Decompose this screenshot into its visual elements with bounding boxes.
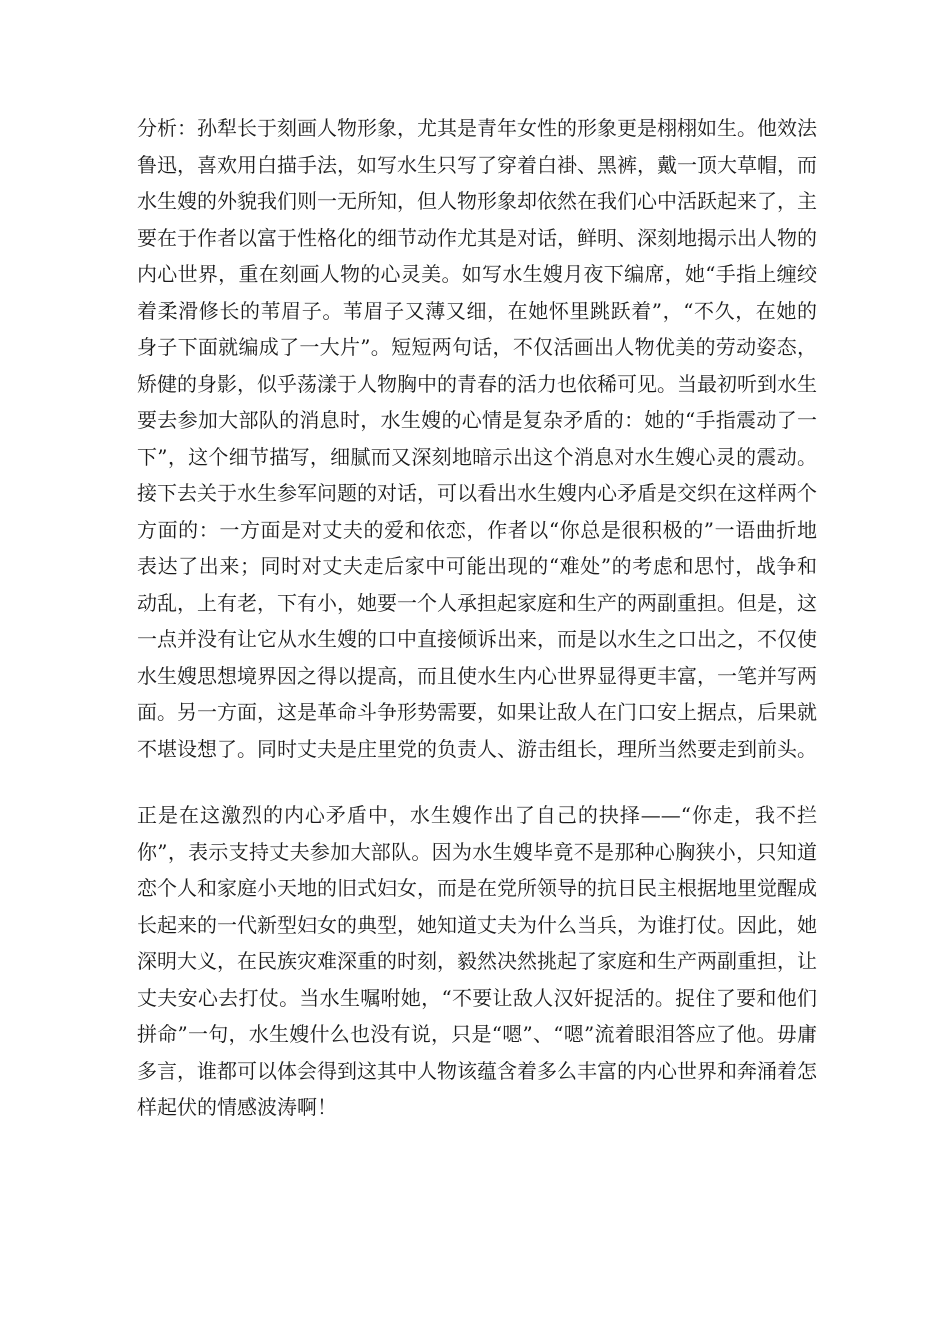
analysis-paragraph: 分析：孙犁长于刻画人物形象，尤其是青年女性的形象更是栩栩如生。他效法鲁迅，喜欢用白描手法，如写水生只写了穿着白褂、黑裤，戴一顶大草帽，而水生嫂的外貌我们则一无所知，但人物形象却依然在我们心中活跃起来了，主要在于作者以富于性格化的细节动作尤其是对话，鲜明、深刻地揭示出人物的内心世界，重在刻画人物的心灵美。如写水生嫂月夜下编席，她“手指上缠绞着柔滑修长的苇眉子。苇眉子又薄又细，在她怀里跳跃着”，“不久，在她的身子下面就编成了一大片”。短短两句话，不仅活画出人物优美的劳动姿态，矫健的身影，似乎荡漾于人物胸中的青春的活力也依稀可见。当最初听到水生要去参加大部队的消息时，水生嫂的心情是复杂矛盾的：她的“手指震动了一下”，这个细节描写，细腻而又深刻地暗示出这个消息对水生嫂心灵的震动。接下去关于水生参军问题的对话，可以看出水生嫂内心矛盾是交织在这样两个方面的：一方面是对丈夫的爱和依恋，作者以“你总是很积极的”一语曲折地表达了出来；同时对丈夫走后家中可能出现的“难处”的考虑和思忖，战争和动乱，上有老，下有小，她要一个人承担起家庭和生产的两副重担。但是，这一点并没有让它从水生嫂的口中直接倾诉出来，而是以水生之口出之，不仅使水生嫂思想境界因之得以提高，而且使水生内心世界显得更丰富，一笔并写两面。另一方面，这是革命斗争形势需要，如果让敌人在门口安上据点，后果就不堪设想了。同时丈夫是庄里党的负责人、游击组长，理所当然要走到前头。 [137, 116, 817, 761]
conclusion-paragraph: 正是在这激烈的内心矛盾中，水生嫂作出了自己的抉择——“你走，我不拦你”，表示支持丈夫参加大部队。因为水生嫂毕竟不是那种心胸狭小，只知道恋个人和家庭小天地的旧式妇女，而是在党所领导的抗日民主根据地里觉醒成长起来的一代新型妇女的典型，她知道丈夫为什么当兵，为谁打仗。因此，她深明大义，在民族灾难深重的时刻，毅然决然挑起了家庭和生产两副重担，让丈夫安心去打仗。当水生嘱咐她，“不要让敌人汉奸捉活的。捉住了要和他们拼命”一句，水生嫂什么也没有说，只是“嗯”、“嗯”流着眼泪答应了他。毋庸多言，谁都可以体会得到这其中人物该蕴含着多么丰富的内心世界和奔涌着怎样起伏的情感波涛啊！ [137, 803, 817, 1119]
document-body [137, 110, 817, 1126]
